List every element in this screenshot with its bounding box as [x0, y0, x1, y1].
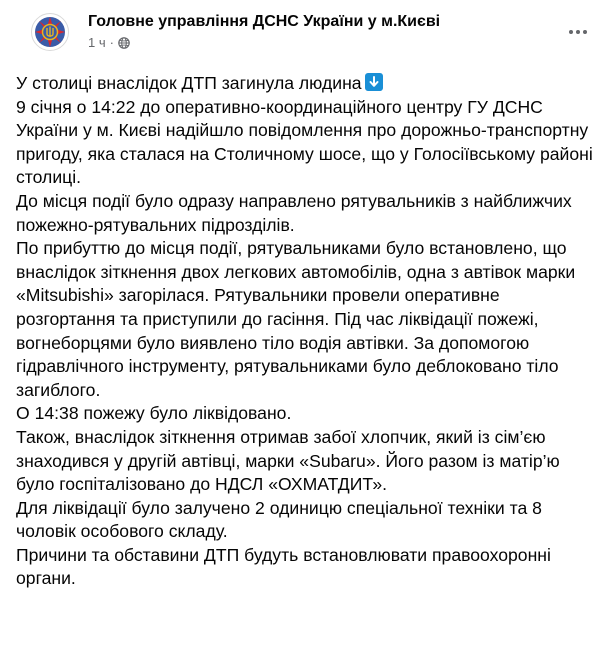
meta-separator: ·: [109, 35, 114, 50]
post-paragraph: По прибуттю до місця події, рятувальниками було встановлено, що внаслідок зіткнення двох легкових автомобілів, одна з автівок марки «Mitsubishi» загорілася. Рятувальники провели оперативне розгортання та приступили до гасіння. Під час ліквідації пожежі, вогнеборцями було виявлено тіло водія автівки. За допомогою гідравлічного інструменту, рятувальниками було деблоковано тіло загиблого.: [16, 238, 576, 400]
header-text: [88, 12, 440, 51]
post-more-button[interactable]: [560, 14, 596, 50]
post-meta: [88, 35, 440, 51]
dsns-emblem-icon: [30, 12, 70, 52]
post-paragraph: Причини та обставини ДТП будуть встановлювати правоохоронні органи.: [16, 544, 551, 589]
globe-icon[interactable]: [118, 37, 130, 49]
post-title: [16, 72, 600, 96]
post-paragraph: О 14:38 пожежу було ліквідовано.: [16, 403, 292, 424]
post-body: [16, 62, 600, 591]
post-title-text: У столиці внаслідок ДТП загинула людина: [16, 73, 362, 93]
post-paragraph: 9 січня о 14:22 до оперативно-координаційного центру ГУ ДСНС України у м. Києві надійшло повідомлення про дорожньо-транспортну пригоду, яка сталася на Столичному шосе, що у Голосіївському районі столиці.: [16, 96, 593, 188]
post-timestamp[interactable]: 1 ч: [88, 35, 106, 50]
post-paragraph: Також, внаслідок зіткнення отримав забої хлопчик, який із сім’єю знаходився у другій автівці, марки «Subaru». Його разом із матір’ю було госпіталізовано до НДСЛ «ОХМАТДИТ».: [16, 426, 560, 495]
post-paragraph: До місця події було одразу направлено рятувальників з найближчих пожежно-рятувальних підрозділів.: [16, 190, 572, 235]
arrow-down-emoji-icon: [365, 73, 383, 91]
page-avatar[interactable]: [30, 12, 70, 52]
post-header: [16, 0, 600, 62]
more-dots-icon: [569, 30, 587, 34]
page-name-link[interactable]: Головне управління ДСНС України у м.Києві: [88, 13, 441, 30]
post-paragraph: Для ліквідації було залучено 2 одиницю спеціальної техніки та 8 чоловік особового складу.: [16, 497, 542, 542]
